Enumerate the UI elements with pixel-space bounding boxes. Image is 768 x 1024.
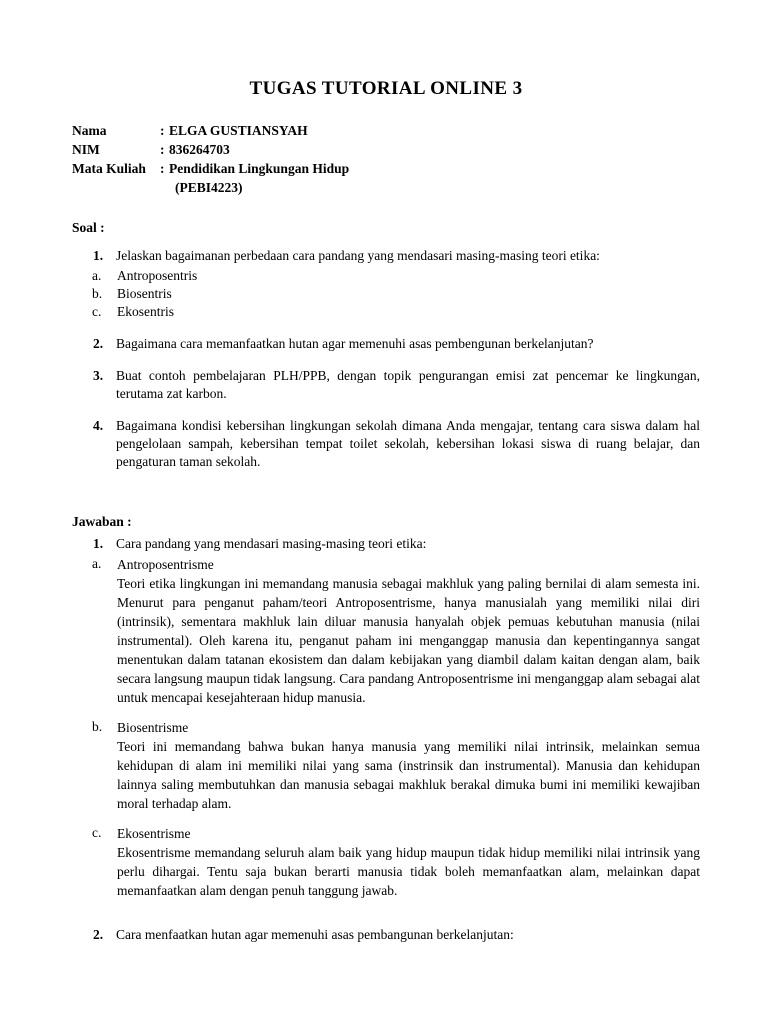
jawaban-sub-a-body: Teori etika lingkungan ini memandang manusia sebagai makhluk yang paling bernilai di alam semesta ini. Menurut para penganut paham/teori Antroposentrisme, hanya manusialah yang memiliki nilai diri (intrinsik), sementara makhluk lain diluar manusia hanyalah objek pemuas kebutuhan manusia (nilai instrumental). Oleh karena itu, penganut paham ini menganggap manusia dan kepentingannya sangat menentukan dalam tatanan ekosistem dan dalam kebijakan yang diambil dalam kaitan dengan alam, baik secara langsung maupun tidak langsung. Cara pandang Antroposentrisme ini menganggap alam sebagai alat untuk mencapai kesejahteraan hidup manusia. [117,575,700,705]
soal-item-3-marker: 3. [93,367,104,383]
jawaban-item-1-text: Cara pandang yang mendasari masing-masing teori etika: [116,535,427,551]
soal-heading: Soal : [72,219,105,235]
soal-item-4 [93,417,700,471]
jawaban-sub-a-marker: a. [92,555,102,571]
soal-item-2-marker: 2. [93,335,104,351]
jawaban-sub-b-marker: b. [92,718,103,734]
jawaban-item-2-text: Cara menfaatkan hutan agar memenuhi asas pembangunan berkelanjutan: [116,926,514,942]
soal-item-3 [93,367,700,403]
identity-value-nim: 836264703 [169,141,230,157]
course-code: (PEBI4223) [175,179,243,195]
soal-item-1-text: Jelaskan bagaimanan perbedaan cara pandang yang mendasari masing-masing teori etika: [116,247,600,263]
soal-sub-a [92,267,700,285]
soal-item-1 [93,247,700,265]
jawaban-list [72,535,700,944]
soal-item-4-marker: 4. [93,417,104,433]
identity-label-nim: NIM [72,141,100,157]
page-title: TUGAS TUTORIAL ONLINE 3 [249,78,523,99]
soal-item-1-marker: 1. [93,247,104,263]
jawaban-sub-c-body: Ekosentrisme memandang seluruh alam baik yang hidup maupun tidak hidup memiliki nilai intrinsik yang perlu dihargai. Tentu saja bukan berarti manusia tidak boleh memanfaatkan alam, melainkan dapat memanfaatkan alam dengan penuh tanggung jawab. [117,844,700,898]
page-content [72,0,700,944]
jawaban-sub-a-title: Antroposentrisme [117,556,214,572]
jawaban-sub-c-title: Ekosentrisme [117,825,191,841]
jawaban-sub-c-marker: c. [92,824,102,840]
soal-sub-b-marker: b. [92,285,103,301]
soal-sub-b [92,285,700,303]
soal-sub-c-marker: c. [92,303,102,319]
soal-item-2-text: Bagaimana cara memanfaatkan hutan agar memenuhi asas pembengunan berkelanjutan? [116,335,594,351]
identity-value-mata-kuliah: Pendidikan Lingkungan Hidup [169,160,350,176]
soal-item-2 [93,335,700,353]
soal-sub-b-text: Biosentris [117,285,172,301]
jawaban-item-2 [93,926,700,944]
jawaban-heading: Jawaban : [72,513,132,529]
soal-sub-a-text: Antroposentris [117,267,198,283]
soal-item-4-text: Bagaimana kondisi kebersihan lingkungan sekolah dimana Anda mengajar, tentang cara siswa dalam hal pengelolaan sampah, kebersihan tempat toilet sekolah, kebersihan lokasi siswa di ruang belajar, dan pengaturan taman sekolah. [116,417,700,469]
jawaban-item-1 [93,535,700,553]
identity-block [72,121,700,197]
soal-list [72,247,700,471]
soal-item-3-text: Buat contoh pembelajaran PLH/PPB, dengan topik pengurangan emisi zat pencemar ke lingkungan, terutama zat karbon. [116,367,700,401]
soal-sub-c-text: Ekosentris [117,303,174,319]
identity-label-mata-kuliah: Mata Kuliah [72,160,146,176]
jawaban-item-1-sublist [72,555,700,900]
jawaban-sub-b-title: Biosentrisme [117,719,189,735]
identity-colon-nama: : [160,122,165,138]
jawaban-sub-c [92,824,700,900]
identity-row-mata-kuliah [72,159,700,178]
identity-value-nama: ELGA GUSTIANSYAH [169,122,308,138]
jawaban-sub-b [92,718,700,813]
soal-sub-a-marker: a. [92,267,102,283]
jawaban-item-2-marker: 2. [93,926,104,942]
jawaban-item-1-marker: 1. [93,535,104,551]
soal-sub-c [92,303,700,321]
soal-item-1-sublist [72,267,700,321]
jawaban-sub-b-body: Teori ini memandang bahwa bukan hanya manusia yang memiliki nilai intrinsik, melainkan semua kehidupan di alam ini memiliki nilai yang sama (instrinsik dan instrumental). Manusia dan kehidupan lainnya saling membutuhkan dan manusia sebagai makhluk berakal dimuka bumi ini memiliki kewajiban moral terhadap alam. [117,738,700,811]
jawaban-sub-a [92,555,700,707]
identity-row-nama [72,121,700,140]
identity-label-nama: Nama [72,122,107,138]
identity-row-nim [72,140,700,159]
identity-colon-nim: : [160,141,165,157]
identity-colon-mata-kuliah: : [160,160,165,176]
